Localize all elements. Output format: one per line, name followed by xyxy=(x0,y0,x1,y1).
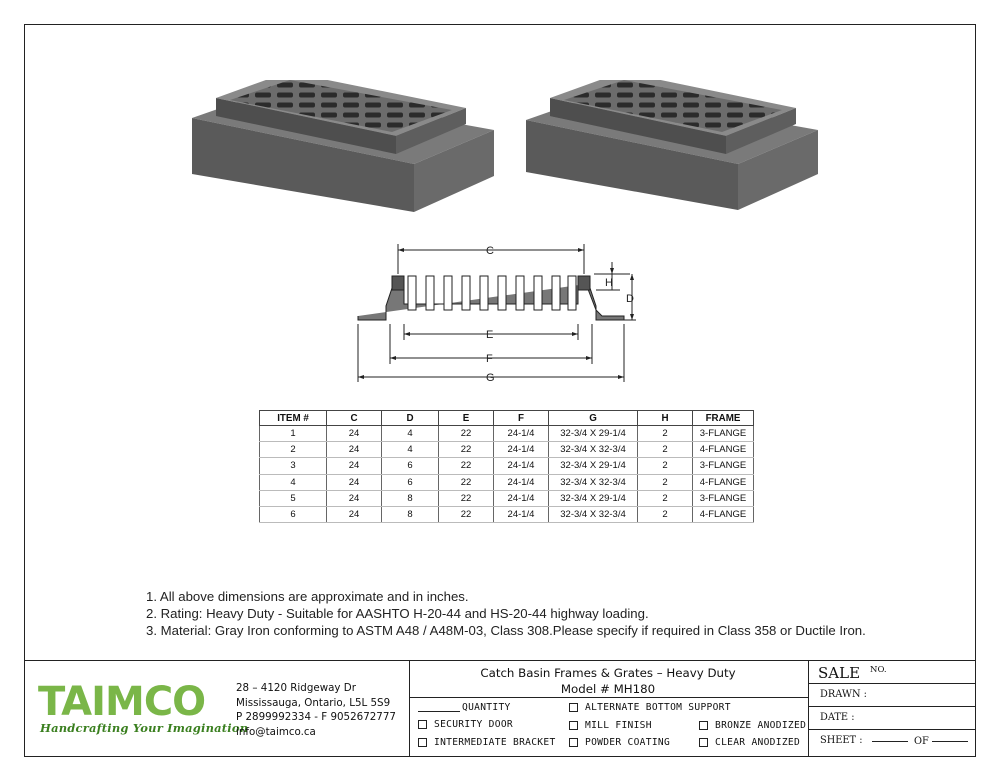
table-cell: 8 xyxy=(382,506,439,522)
table-cell: 24-1/4 xyxy=(494,506,549,522)
table-cell: 22 xyxy=(439,506,494,522)
right-row-divider-3 xyxy=(808,729,976,730)
table-cell: 3-FLANGE xyxy=(693,458,754,474)
title-block-row-divider xyxy=(409,697,808,698)
table-cell: 32-3/4 X 32-3/4 xyxy=(549,442,638,458)
table-cell: 4 xyxy=(382,442,439,458)
table-cell: 4-FLANGE xyxy=(693,474,754,490)
table-cell: 24-1/4 xyxy=(494,442,549,458)
sale-no-label: NO. xyxy=(870,665,887,675)
dim-label-h: H xyxy=(605,277,613,289)
checkbox[interactable] xyxy=(418,720,427,729)
checkbox[interactable] xyxy=(569,703,578,712)
option-bronze-anodized[interactable] xyxy=(699,720,806,731)
table-cell: 24 xyxy=(327,490,382,506)
note-2: 2. Rating: Heavy Duty - Suitable for AASHTO H-20-44 and HS-20-44 highway loading. xyxy=(146,606,649,621)
grate-render-4-flange xyxy=(526,80,818,210)
col-header-f: F xyxy=(494,411,549,426)
company-tagline: Handcrafting Your Imagination xyxy=(40,721,249,735)
drawing-title: Catch Basin Frames & Grates – Heavy Duty xyxy=(480,666,736,680)
table-cell: 24 xyxy=(327,458,382,474)
col-header-g: G xyxy=(549,411,638,426)
table-cell: 8 xyxy=(382,490,439,506)
dim-label-e: E xyxy=(486,329,494,341)
col-header-c: C xyxy=(327,411,382,426)
table-cell: 22 xyxy=(439,458,494,474)
option-powder-coating[interactable] xyxy=(569,737,670,748)
grate-render-3-flange xyxy=(192,80,494,212)
table-cell: 32-3/4 X 32-3/4 xyxy=(549,474,638,490)
col-header-item: ITEM # xyxy=(260,411,327,426)
option-label: MILL FINISH xyxy=(585,720,652,731)
sheet-number-blank[interactable] xyxy=(872,741,908,742)
sheet-label: SHEET : xyxy=(820,735,863,746)
table-cell: 24 xyxy=(327,426,382,442)
spec-table-header-row xyxy=(260,411,754,426)
quantity-label: QUANTITY xyxy=(462,702,511,713)
option-label: INTERMEDIATE BRACKET xyxy=(434,737,556,748)
quantity-blank[interactable] xyxy=(418,703,460,712)
table-cell: 2 xyxy=(638,490,693,506)
table-cell: 4 xyxy=(382,426,439,442)
table-cell: 24-1/4 xyxy=(494,426,549,442)
table-cell: 6 xyxy=(382,458,439,474)
table-cell: 4-FLANGE xyxy=(693,506,754,522)
table-cell: 2 xyxy=(638,426,693,442)
table-cell: 3-FLANGE xyxy=(693,490,754,506)
table-cell: 4-FLANGE xyxy=(693,442,754,458)
table-cell: 6 xyxy=(382,474,439,490)
col-header-d: D xyxy=(382,411,439,426)
table-cell: 4 xyxy=(260,474,327,490)
spec-table xyxy=(259,410,754,523)
option-intermediate-bracket[interactable] xyxy=(418,737,556,748)
table-cell: 2 xyxy=(638,458,693,474)
company-logo xyxy=(38,679,210,724)
checkbox[interactable] xyxy=(569,721,578,730)
email: info@taimco.ca xyxy=(236,725,316,738)
table-cell: 24 xyxy=(327,506,382,522)
table-cell: 32-3/4 X 29-1/4 xyxy=(549,426,638,442)
option-label: ALTERNATE BOTTOM SUPPORT xyxy=(585,702,731,713)
dim-label-f: F xyxy=(486,353,493,365)
table-cell: 22 xyxy=(439,474,494,490)
option-clear-anodized[interactable] xyxy=(699,737,800,748)
dim-label-d: D xyxy=(626,293,634,305)
table-cell: 22 xyxy=(439,426,494,442)
table-cell: 1 xyxy=(260,426,327,442)
sheet-total-blank[interactable] xyxy=(932,741,968,742)
table-cell: 2 xyxy=(260,442,327,458)
table-cell: 32-3/4 X 32-3/4 xyxy=(549,506,638,522)
col-header-e: E xyxy=(439,411,494,426)
company-address xyxy=(236,681,396,739)
table-cell: 3-FLANGE xyxy=(693,426,754,442)
table-cell: 32-3/4 X 29-1/4 xyxy=(549,490,638,506)
table-cell: 24 xyxy=(327,474,382,490)
dim-label-c: C xyxy=(486,245,494,257)
table-cell: 22 xyxy=(439,490,494,506)
col-header-h: H xyxy=(638,411,693,426)
table-row xyxy=(260,490,754,506)
logo-text: TAIMCO xyxy=(38,679,206,719)
table-cell: 2 xyxy=(638,506,693,522)
drawn-label: DRAWN : xyxy=(820,689,867,700)
address-line-2: Mississauga, Ontario, L5L 5S9 xyxy=(236,696,391,709)
quantity-field[interactable] xyxy=(418,702,511,713)
sale-label: SALE xyxy=(818,664,861,682)
table-row xyxy=(260,442,754,458)
table-cell: 24-1/4 xyxy=(494,458,549,474)
notes xyxy=(146,588,866,639)
table-row xyxy=(260,426,754,442)
table-cell: 32-3/4 X 29-1/4 xyxy=(549,458,638,474)
date-label: DATE : xyxy=(820,712,855,723)
table-cell: 2 xyxy=(638,442,693,458)
spec-table-body xyxy=(260,426,754,523)
table-cell: 2 xyxy=(638,474,693,490)
model-number: Model # MH180 xyxy=(560,682,656,696)
option-label: SECURITY DOOR xyxy=(434,719,513,730)
option-security-door[interactable] xyxy=(418,719,513,730)
option-label: BRONZE ANODIZED xyxy=(715,720,807,731)
checkbox[interactable] xyxy=(699,721,708,730)
table-cell: 3 xyxy=(260,458,327,474)
option-label: CLEAR ANODIZED xyxy=(715,737,801,748)
grate-renders xyxy=(186,80,826,240)
right-row-divider-1 xyxy=(808,683,976,684)
option-mill-finish[interactable] xyxy=(569,720,652,731)
table-cell: 5 xyxy=(260,490,327,506)
table-row xyxy=(260,458,754,474)
right-row-divider-2 xyxy=(808,706,976,707)
note-3: 3. Material: Gray Iron conforming to ASTM A48 / A48M-03, Class 308.Please specify if required in Class 358 or Ductile Iron. xyxy=(146,623,866,638)
table-row xyxy=(260,474,754,490)
table-cell: 24-1/4 xyxy=(494,490,549,506)
table-cell: 22 xyxy=(439,442,494,458)
taimco-logo-mark xyxy=(38,679,210,719)
checkbox[interactable] xyxy=(569,738,578,747)
table-cell: 24-1/4 xyxy=(494,474,549,490)
table-cell: 24 xyxy=(327,442,382,458)
col-header-frame: FRAME xyxy=(693,411,754,426)
table-cell: 6 xyxy=(260,506,327,522)
option-alternate-bottom-support[interactable] xyxy=(569,702,731,713)
section-drawing xyxy=(340,240,660,390)
note-1: 1. All above dimensions are approximate and in inches. xyxy=(146,589,469,604)
option-label: POWDER COATING xyxy=(585,737,671,748)
title-block xyxy=(24,660,976,757)
title-block-divider-2 xyxy=(808,661,809,757)
checkbox[interactable] xyxy=(699,738,708,747)
phone-fax: P 2899992334 - F 9052672777 xyxy=(236,711,396,723)
sheet-of-label: OF xyxy=(914,736,929,747)
checkbox[interactable] xyxy=(418,738,427,747)
table-row xyxy=(260,506,754,522)
dim-label-g: G xyxy=(486,372,495,384)
address-line-1: 28 – 4120 Ridgeway Dr xyxy=(236,682,356,694)
